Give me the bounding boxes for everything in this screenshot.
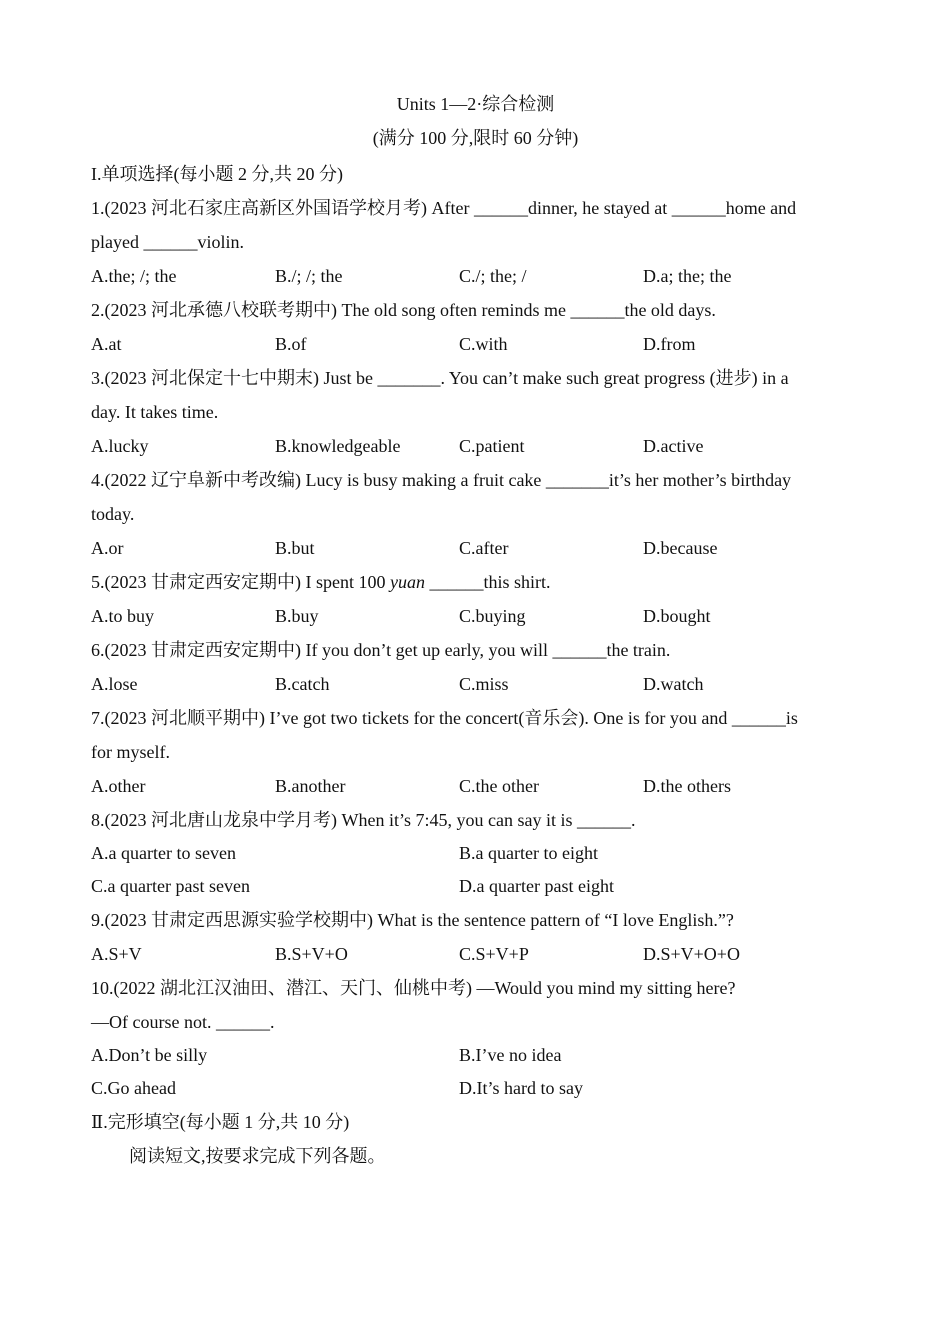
option-d[interactable]: D.It’s hard to say	[459, 1078, 583, 1098]
option-a[interactable]: A.or	[91, 538, 124, 558]
question-stem: 4.(2022 辽宁阜新中考改编) Lucy is busy making a fruit cake _______it’s her mother’s birthday	[91, 470, 792, 490]
question-stem-end: ______this shirt.	[424, 572, 551, 592]
option-a[interactable]: A.to buy	[91, 606, 154, 626]
options-row	[91, 531, 860, 565]
question-stem-continued: today.	[91, 504, 135, 524]
option-a[interactable]: A.the; /; the	[91, 266, 177, 286]
option-a[interactable]: A.S+V	[91, 944, 142, 964]
option-c[interactable]: C.the other	[459, 776, 539, 796]
option-b[interactable]: B.a quarter to eight	[459, 843, 598, 863]
question-stem-continued: —Of course not. ______.	[91, 1012, 275, 1032]
option-b[interactable]: B.catch	[275, 674, 330, 694]
options-row	[91, 870, 860, 903]
option-c[interactable]: C.S+V+P	[459, 944, 529, 964]
question-stem: 9.(2023 甘肃定西思源实验学校期中) What is the sentence pattern of “I love English.”?	[91, 910, 734, 930]
options-row	[91, 327, 860, 361]
option-b[interactable]: B.knowledgeable	[275, 436, 401, 456]
option-a[interactable]: A.at	[91, 334, 122, 354]
options-row	[91, 837, 860, 870]
options-row	[91, 1039, 860, 1072]
page-subtitle: (满分 100 分,限时 60 分钟)	[372, 128, 579, 148]
options-row	[91, 1072, 860, 1105]
section-instruction: 阅读短文,按要求完成下列各题。	[129, 1146, 386, 1166]
option-b[interactable]: B.of	[275, 334, 307, 354]
question-6	[91, 633, 860, 701]
option-a[interactable]: A.other	[91, 776, 146, 796]
option-d[interactable]: D.S+V+O+O	[643, 944, 740, 964]
option-b[interactable]: B.another	[275, 776, 346, 796]
option-c[interactable]: C.miss	[459, 674, 509, 694]
section-heading: I.单项选择(每小题 2 分,共 20 分)	[91, 164, 343, 184]
option-b[interactable]: B.I’ve no idea	[459, 1045, 562, 1065]
question-stem	[91, 565, 860, 599]
options-row	[91, 429, 860, 463]
question-stem-start: 5.(2023 甘肃定西安定期中) I spent 100	[91, 572, 390, 592]
option-c[interactable]: C.with	[459, 334, 508, 354]
options-row	[91, 937, 860, 971]
question-8	[91, 803, 860, 903]
option-c[interactable]: C./; the; /	[459, 266, 527, 286]
option-a[interactable]: A.Don’t be silly	[91, 1045, 208, 1065]
question-9	[91, 903, 860, 971]
option-c[interactable]: C.Go ahead	[91, 1078, 176, 1098]
options-row	[91, 259, 860, 293]
option-d[interactable]: D.a; the; the	[643, 266, 732, 286]
option-d[interactable]: D.bought	[643, 606, 711, 626]
question-stem: 7.(2023 河北顺平期中) I’ve got two tickets for the concert(音乐会). One is for you and ______is	[91, 708, 798, 728]
question-stem: 1.(2023 河北石家庄高新区外国语学校月考) After ______dinner, he stayed at ______home and	[91, 198, 797, 218]
question-stem: 8.(2023 河北唐山龙泉中学月考) When it’s 7:45, you can say it is ______.	[91, 810, 636, 830]
option-d[interactable]: D.from	[643, 334, 696, 354]
option-a[interactable]: A.lose	[91, 674, 138, 694]
question-stem: 6.(2023 甘肃定西安定期中) If you don’t get up early, you will ______the train.	[91, 640, 671, 660]
option-b[interactable]: B.S+V+O	[275, 944, 348, 964]
italic-word: yuan	[389, 572, 425, 592]
question-1	[91, 191, 860, 293]
option-c[interactable]: C.a quarter past seven	[91, 876, 250, 896]
option-d[interactable]: D.active	[643, 436, 704, 456]
option-d[interactable]: D.a quarter past eight	[459, 876, 614, 896]
options-row	[91, 667, 860, 701]
option-b[interactable]: B.buy	[275, 606, 319, 626]
question-7	[91, 701, 860, 803]
option-c[interactable]: C.buying	[459, 606, 526, 626]
question-10	[91, 971, 860, 1105]
question-2	[91, 293, 860, 361]
question-stem-continued: day. It takes time.	[91, 402, 219, 422]
exam-content	[91, 89, 860, 1173]
option-c[interactable]: C.patient	[459, 436, 525, 456]
question-3	[91, 361, 860, 463]
options-row	[91, 599, 860, 633]
option-c[interactable]: C.after	[459, 538, 509, 558]
question-stem-continued: for myself.	[91, 742, 170, 762]
question-stem: 3.(2023 河北保定十七中期末) Just be _______. You can’t make such great progress (进步) in a	[91, 368, 789, 388]
option-a[interactable]: A.a quarter to seven	[91, 843, 236, 863]
question-stem: 2.(2023 河北承德八校联考期中) The old song often reminds me ______the old days.	[91, 300, 716, 320]
page-title: Units 1—2·综合检测	[396, 94, 555, 114]
options-row	[91, 769, 860, 803]
question-5	[91, 565, 860, 633]
option-b[interactable]: B./; /; the	[275, 266, 343, 286]
option-a[interactable]: A.lucky	[91, 436, 149, 456]
option-d[interactable]: D.watch	[643, 674, 704, 694]
question-stem-continued: played ______violin.	[91, 232, 244, 252]
option-b[interactable]: B.but	[275, 538, 315, 558]
question-4	[91, 463, 860, 565]
option-d[interactable]: D.the others	[643, 776, 731, 796]
option-d[interactable]: D.because	[643, 538, 718, 558]
question-stem: 10.(2022 湖北江汉油田、潜江、天门、仙桃中考) —Would you mind my sitting here?	[91, 978, 736, 998]
section-heading: Ⅱ.完形填空(每小题 1 分,共 10 分)	[91, 1112, 350, 1132]
